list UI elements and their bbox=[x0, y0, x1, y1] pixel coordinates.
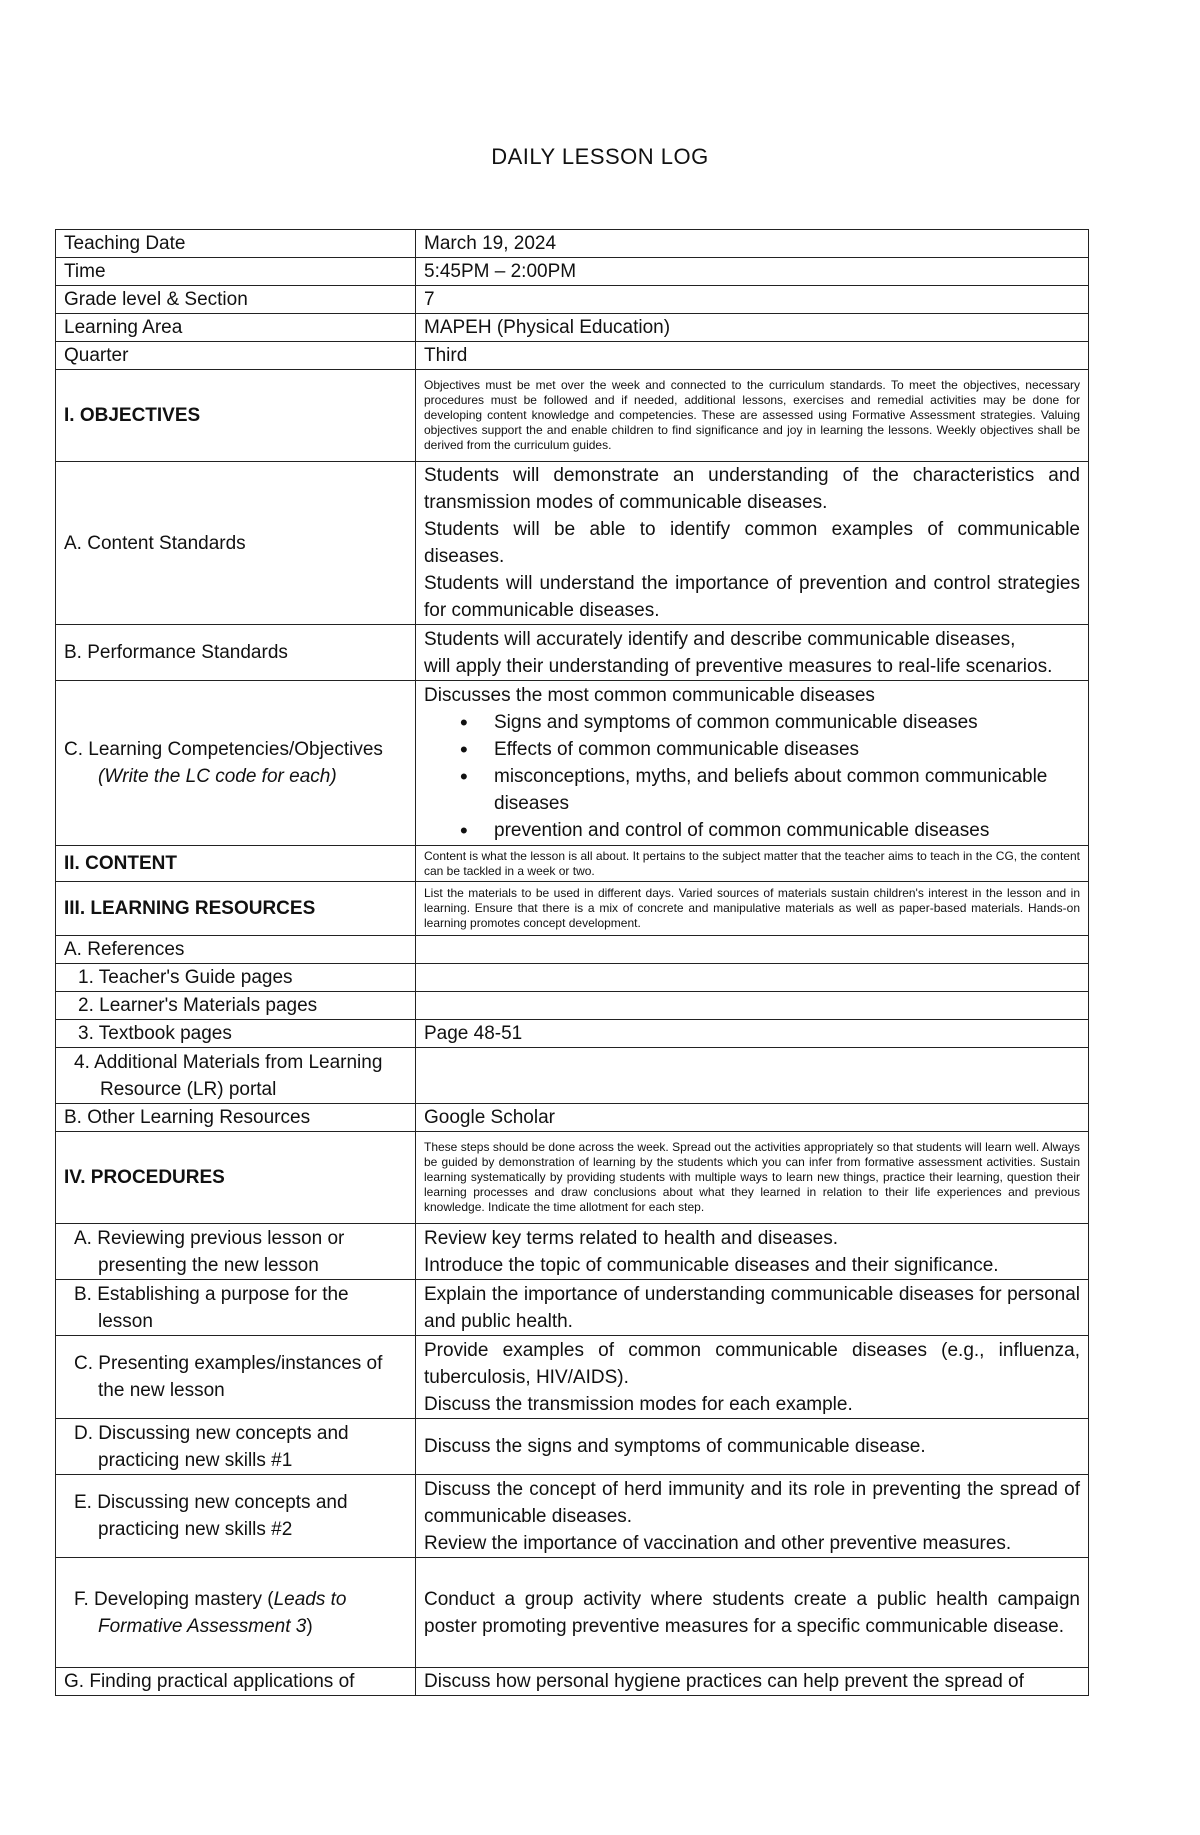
label-procedure-a bbox=[56, 1224, 416, 1280]
procedure-f-label-end: ) bbox=[306, 1615, 313, 1637]
procedure-line: Review the importance of vaccination and other preventive measures. bbox=[424, 1532, 1012, 1554]
procedure-f-label bbox=[64, 1586, 407, 1640]
list-item: • misconceptions, myths, and beliefs about common communicable diseases bbox=[494, 763, 1080, 817]
label-learners-materials: 2. Learner's Materials pages bbox=[56, 992, 416, 1020]
row-procedures bbox=[56, 1132, 1089, 1224]
label-learning-area: Learning Area bbox=[56, 314, 416, 342]
content-standard-line: Students will demonstrate an understanding of the characteristics and transmission modes of communicable diseases. bbox=[424, 465, 1080, 513]
competencies-intro: Discusses the most common communicable diseases bbox=[424, 685, 875, 706]
row-procedure-a bbox=[56, 1224, 1089, 1280]
row-competencies bbox=[56, 681, 1089, 846]
competencies-list bbox=[424, 709, 1080, 844]
note-procedures: These steps should be done across the week. Spread out the activities appropriately so that students will learn well. Always be guided by demonstration of learning by the students which you can infer from formative assessment activities. Sustain learning systematically by providing students with multiple ways to learn new things, practice their learning, question their learning processes and draw conclusions about what they learned in relation to their life experiences and previous knowledge. Indicate the time allotment for each step. bbox=[416, 1132, 1089, 1224]
row-procedure-g bbox=[56, 1668, 1089, 1696]
row-quarter bbox=[56, 342, 1089, 370]
row-procedure-d bbox=[56, 1419, 1089, 1475]
row-additional-materials bbox=[56, 1048, 1089, 1104]
note-resources: List the materials to be used in different days. Varied sources of materials sustain children's interest in the lesson and in learning. Ensure that there is a mix of concrete and manipulative materials as well as paper-based materials. Hands-on learning promotes concept development. bbox=[416, 882, 1089, 936]
list-item: • prevention and control of common communicable diseases bbox=[494, 817, 1080, 844]
value-references bbox=[416, 936, 1089, 964]
procedure-c-label: C. Presenting examples/instances of the new lesson bbox=[74, 1353, 383, 1401]
row-procedure-f bbox=[56, 1558, 1089, 1668]
competencies-sublabel: (Write the LC code for each) bbox=[98, 766, 337, 787]
competencies-label: C. Learning Competencies/Objectives bbox=[64, 739, 383, 760]
page-title: DAILY LESSON LOG bbox=[491, 144, 709, 169]
value-competencies bbox=[416, 681, 1089, 846]
procedure-e-label: E. Discussing new concepts and practicing new skills #2 bbox=[74, 1492, 348, 1540]
lesson-log-table bbox=[55, 229, 1089, 1696]
label-procedure-g: G. Finding practical applications of bbox=[56, 1668, 416, 1696]
label-procedure-b bbox=[56, 1280, 416, 1336]
row-procedure-c bbox=[56, 1336, 1089, 1419]
value-procedure-f: Conduct a group activity where students create a public health campaign poster promoting preventive measures for a specific communicable disease. bbox=[416, 1558, 1089, 1668]
value-content-standards bbox=[416, 462, 1089, 625]
value-additional-materials bbox=[416, 1048, 1089, 1104]
label-grade-section: Grade level & Section bbox=[56, 286, 416, 314]
label-content: II. CONTENT bbox=[56, 846, 416, 882]
content-standard-line: Students will be able to identify common examples of communicable diseases. bbox=[424, 519, 1080, 567]
procedure-line: Provide examples of common communicable diseases (e.g., influenza, tuberculosis, HIV/AIDS). bbox=[424, 1339, 1080, 1388]
value-quarter: Third bbox=[416, 342, 1089, 370]
value-procedure-e bbox=[416, 1475, 1089, 1558]
row-procedure-e bbox=[56, 1475, 1089, 1558]
label-procedure-d bbox=[56, 1419, 416, 1475]
row-references bbox=[56, 936, 1089, 964]
row-procedure-b bbox=[56, 1280, 1089, 1336]
performance-standard-line: Students will accurately identify and describe communicable diseases, bbox=[424, 628, 1016, 650]
row-objectives bbox=[56, 370, 1089, 462]
value-learners-materials bbox=[416, 992, 1089, 1020]
performance-standard-line: will apply their understanding of preventive measures to real-life scenarios. bbox=[424, 655, 1053, 677]
value-other-resources: Google Scholar bbox=[416, 1104, 1089, 1132]
procedure-line: Review key terms related to health and diseases. bbox=[424, 1227, 838, 1249]
label-quarter: Quarter bbox=[56, 342, 416, 370]
label-time: Time bbox=[56, 258, 416, 286]
value-procedure-d: Discuss the signs and symptoms of communicable disease. bbox=[416, 1419, 1089, 1475]
value-procedure-c bbox=[416, 1336, 1089, 1419]
label-objectives: I. OBJECTIVES bbox=[56, 370, 416, 462]
row-time bbox=[56, 258, 1089, 286]
value-performance-standards bbox=[416, 625, 1089, 681]
row-other-resources bbox=[56, 1104, 1089, 1132]
label-procedure-f bbox=[56, 1558, 416, 1668]
row-grade-section bbox=[56, 286, 1089, 314]
row-content bbox=[56, 846, 1089, 882]
value-textbook-pages: Page 48-51 bbox=[416, 1020, 1089, 1048]
procedure-line: Discuss the transmission modes for each example. bbox=[424, 1393, 853, 1415]
value-procedure-b: Explain the importance of understanding communicable diseases for personal and public health. bbox=[416, 1280, 1089, 1336]
procedure-a-label: A. Reviewing previous lesson or presenting the new lesson bbox=[74, 1227, 345, 1276]
row-resources bbox=[56, 882, 1089, 936]
row-teachers-guide bbox=[56, 964, 1089, 992]
content-standard-line: Students will understand the importance of prevention and control strategies for communicable diseases. bbox=[424, 573, 1080, 621]
value-time: 5:45PM – 2:00PM bbox=[416, 258, 1089, 286]
label-teachers-guide: 1. Teacher's Guide pages bbox=[56, 964, 416, 992]
value-teachers-guide bbox=[416, 964, 1089, 992]
value-procedure-g: Discuss how personal hygiene practices can help prevent the spread of bbox=[416, 1668, 1089, 1696]
procedure-d-label: D. Discussing new concepts and practicing new skills #1 bbox=[74, 1422, 349, 1471]
label-procedures: IV. PROCEDURES bbox=[56, 1132, 416, 1224]
row-learners-materials bbox=[56, 992, 1089, 1020]
label-performance-standards: B. Performance Standards bbox=[56, 625, 416, 681]
row-textbook-pages bbox=[56, 1020, 1089, 1048]
row-content-standards bbox=[56, 462, 1089, 625]
list-item: • Signs and symptoms of common communicable diseases bbox=[494, 709, 1080, 736]
label-references: A. References bbox=[56, 936, 416, 964]
label-procedure-e bbox=[56, 1475, 416, 1558]
procedure-line: Introduce the topic of communicable diseases and their significance. bbox=[424, 1254, 999, 1276]
list-item: • Effects of common communicable diseases bbox=[494, 736, 1080, 763]
row-teaching-date bbox=[56, 230, 1089, 258]
label-other-resources: B. Other Learning Resources bbox=[56, 1104, 416, 1132]
value-teaching-date: March 19, 2024 bbox=[416, 230, 1089, 258]
label-textbook-pages: 3. Textbook pages bbox=[56, 1020, 416, 1048]
additional-materials-label: 4. Additional Materials from Learning Resource (LR) portal bbox=[74, 1051, 383, 1100]
value-procedure-a bbox=[416, 1224, 1089, 1280]
value-grade-section: 7 bbox=[416, 286, 1089, 314]
label-competencies bbox=[56, 681, 416, 846]
procedure-f-label-start: F. Developing mastery ( bbox=[74, 1588, 274, 1610]
label-procedure-c bbox=[56, 1336, 416, 1419]
label-content-standards: A. Content Standards bbox=[56, 462, 416, 625]
value-learning-area: MAPEH (Physical Education) bbox=[416, 314, 1089, 342]
row-performance-standards bbox=[56, 625, 1089, 681]
label-additional-materials bbox=[56, 1048, 416, 1104]
procedure-b-label: B. Establishing a purpose for the lesson bbox=[74, 1283, 349, 1332]
label-teaching-date: Teaching Date bbox=[56, 230, 416, 258]
row-learning-area bbox=[56, 314, 1089, 342]
label-resources: III. LEARNING RESOURCES bbox=[56, 882, 416, 936]
note-objectives: Objectives must be met over the week and connected to the curriculum standards. To meet the objectives, necessary procedures must be followed and if needed, additional lessons, exercises and remedial activities may be done for developing content knowledge and competencies. These are assessed using Formative Assessment strategies. Valuing objectives support the and enable children to find significance and joy in learning the lessons. Weekly objectives shall be derived from the curriculum guides. bbox=[416, 370, 1089, 462]
note-content: Content is what the lesson is all about. It pertains to the subject matter that the teacher aims to teach in the CG, the content can be tackled in a week or two. bbox=[416, 846, 1089, 882]
procedure-f-label-italic: Leads to Formative Assessment 3 bbox=[98, 1588, 347, 1637]
procedure-line: Discuss the concept of herd immunity and its role in preventing the spread of communicable diseases. bbox=[424, 1478, 1080, 1527]
